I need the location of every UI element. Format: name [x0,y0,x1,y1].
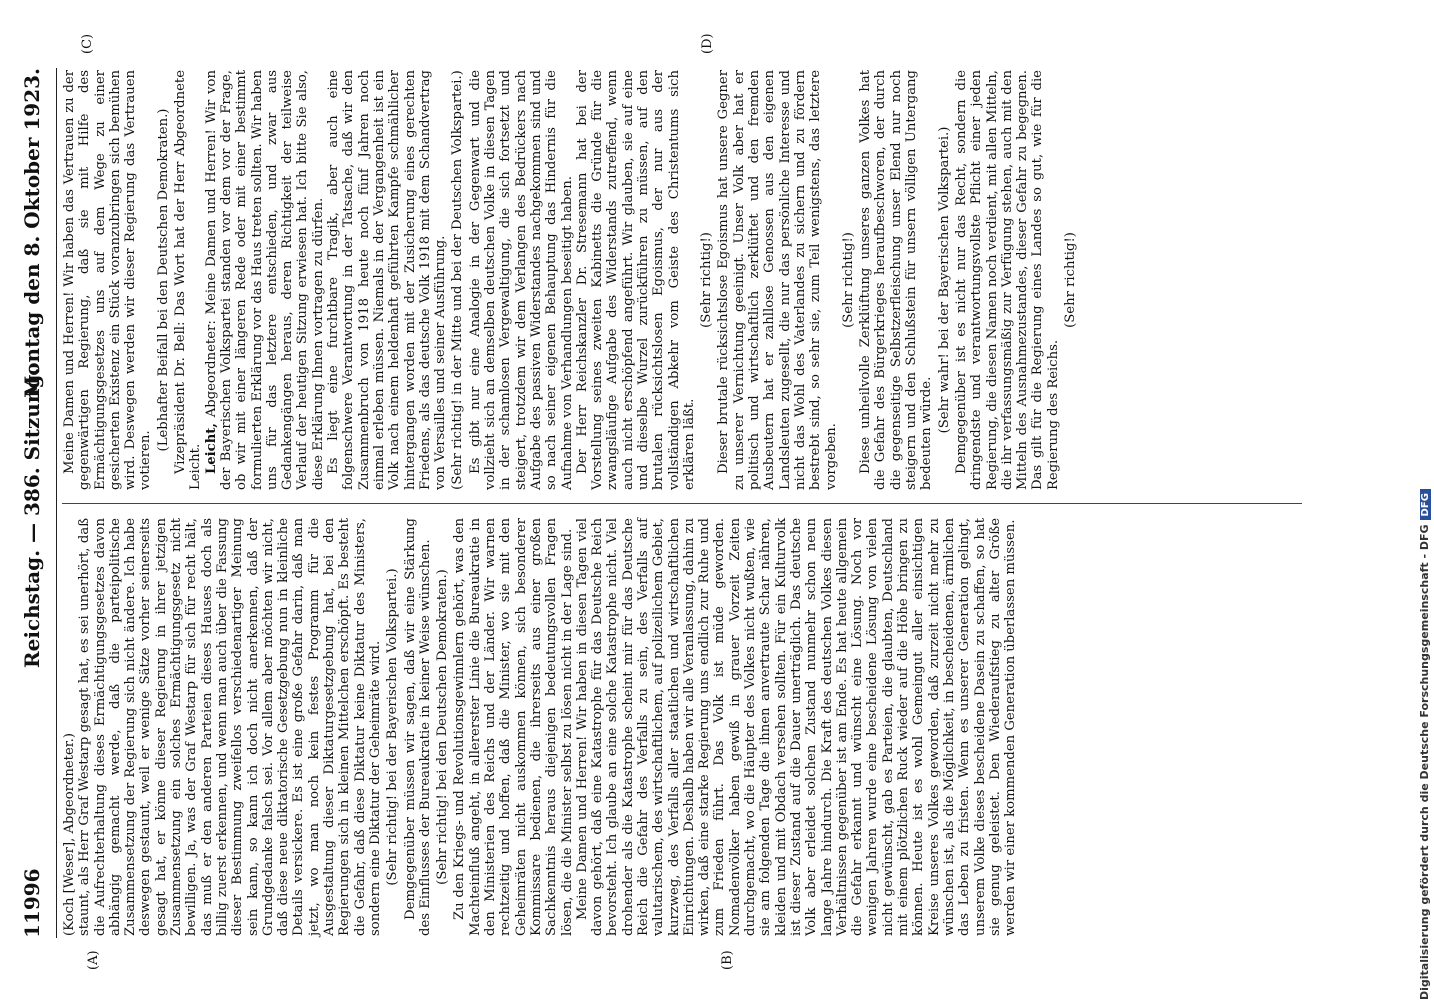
paragraph: Es gibt nur eine Analogie in der Gegenwart und die vollzieht sich an demselben deutschen Volke in diesen Tagen in der schamlosen Vergewaltigung, die sich fortsetzt und steigert, trotzdem wir dem Verlangen des Bedrückers nach Aufgabe des passiven Widerstandes nachgekommen sind und so nach seiner eigenen Behauptung das Hindernis für die Aufnahme von Verhandlungen beseitigt haben. [467,70,575,490]
paragraph: Meine Damen und Herren! Wir haben das Vertrauen zu der gegenwärtigen Regierung, daß sie mit Hilfe des Ermächtigungsgesetzes uns auf dem Wege zu einer gesicherten Existenz ein Stück voranzubringen sich bemühen wird. Deswegen werden wir dieser Regierung das Vertrauen votieren. [62,70,154,490]
speaker-name: Leicht, [203,423,219,474]
interjection: (Sehr richtig! bei den Deutschen Demokraten.) [435,569,451,885]
margin-mark-d: (D) [700,33,715,54]
credit-text: Digitalisierung gefördert durch die Deutsche Forschungsgemeinschaft - DFG [1418,524,1431,1000]
page-number: 11996 [20,868,44,938]
interjection: (Lebhafter Beifall bei den Deutschen Demokraten.) [155,108,171,452]
paragraph-text: Abgeordneter: Meine Damen und Herren! Wir von der Bayerischen Volkspartei standen vor dem vor der Frage, ob wir mit einer längeren Rede oder mit einer bestimmt formulierten Erklärung vor das Haus treten sollten. Wir haben uns für das letztere entschieden, und zwar aus Gedankengängen heraus, deren Richtigkeit der teilweise Verlauf der heutigen Sitzung erwiesen hat. Ich bitte Sie also, diese Erklärung Ihnen vortragen zu dürfen. [203,70,326,490]
credit-line [1418,489,1431,1000]
paragraph [204,70,326,490]
interjection: (Sehr richtig!) [1063,232,1078,328]
text-column-right [62,70,1080,490]
interjection: (Sehr richtig!) [840,232,856,328]
paragraph: Es liegt eine furchtbare Tragik, aber auch eine folgenschwere Verantwortung in der Tatsache, daß wir den Zusammenbruch von 1918 heute noch fünf Jahren noch einmal erleben müssen. Niemals in der Vergangenheit ist ein Volk nach einem heldenhaft geführten Kampfe schmählicher hintergangen worden mit der Zusicherung eines gerechten Friedens, als das deutsche Volk 1918 mit dem Schandvertrag von Versailles und seiner Ausführung. [326,70,449,490]
interjection: (Sehr richtig!) [699,232,715,328]
text-column-left [62,518,1018,936]
session-date: Montag den 8. Oktober 1923. [20,68,44,398]
dfg-logo: DFG [1420,489,1431,520]
digitization-credit [1404,0,1430,1000]
interjection: (Sehr richtig! bei der Bayerischen Volkspartei.) [385,568,401,886]
paragraph: Der Herr Reichskanzler Dr. Stresemann hat bei der Vorstellung seines zweiten Kabinetts die Gründe für die zwangsläufige Aufgabe des Widerstands zutreffend, wenn auch nicht erschöpfend angeführt. Wir glauben, sie auf eine und dieselbe Wurzel zurückführen zu müssen, auf den brutalen rücksichtslosen Egoismus, der nur aus der vollständigen Abkehr vom Geiste des Christentums sich erklären läßt. [574,70,697,490]
paragraph: Demgegenüber müssen wir sagen, daß wir eine Stärkung des Einflusses der Bureaukratie in keiner Weise wünschen. [402,518,433,936]
paragraph: staunt, als Herr Graf Westarp gesagt hat, es sei unerhört, daß die Aufrechterhaltung dieses Ermächtigungsgesetzes davon abhängig gemacht werde, daß die parteipolitische Zusammensetzung der Regierung sich nicht ändere. Ich habe deswegen gestaunt, weil er wenige Sätze vorher seinerseits gesagt hat, er könne dieser Regierung in ihrer jetzigen Zusammensetzung ein solches Ermächtigungsgesetz nicht bewilligen. Ja, was der Graf Westarp für sich für recht hält, das muß er den anderen Parteien dieses Hauses doch als billig zuerst erkennen, und wenn man auch über die Fassung dieser Bestimmung zweifellos verschiedenartiger Meinung sein kann, so kann ich doch nicht anerkennen, daß der Grundgedanke falsch sei. Vor allem aber möchten wir nicht, daß diese neue diktatorische Gesetzgebung nun in kleinliche Details versickere. Es ist eine große Gefahr darin, daß man jetzt, wo man noch kein festes Programm für die Ausgestaltung dieser Diktaturgesetzgebung hat, bei den Regierungen sich in kleinen Mittelchen erschöpft. Es besteht die Gefahr, daß diese Diktatur keine Diktatur des Ministers, sondern eine Diktatur der Geheimräte wird. [77,518,383,936]
interjection: (Sehr wahr! bei der Bayerischen Volkspartei.) [936,126,952,434]
speaker-reference: (Koch [Weser], Abgeordneter.) [62,733,77,936]
paragraph: Meine Damen und Herren! Wir haben in diesen Tagen viel davon gehört, daß eine Katastrophe für das Deutsche Reich bevorsteht. Ich glaube an eine solche Katastrophe nicht. Viel drohender als die Katastrophe scheint mir für das Deutsche Reich die Gefahr des Verfalls zu sein, des Verfalls auf valutarischem, des wirtschaftlichem, auf polizeilichem Gebiet, kurzweg, des Verfalls aller staatlichen und wirtschaftlichen Einrichtungen. Deshalb haben wir alle Veranlassung, dahin zu wirken, daß eine starke Regierung uns endlich zur Ruhe und zum Frieden führt. Das Volk ist müde geworden. Nomadenvölker haben gewiß in grauer Vorzeit Zeiten durchgemacht, wo die Häupter des Volkes nicht wußten, wie sie am folgenden Tage die ihnen anvertraute Schar nähren, kleiden und mit Obdach versehen sollten. Für ein Kulturvolk ist dieser Zustand auf die Dauer unerträglich. Das deutsche Volk aber erleidet solchen Zustand nunmehr schon neun lange Jahre hindurch. Die Kraft des deutschen Volkes diesen Verhältnissen gegenüber ist am Ende. Es hat heute allgemein die Gefahr erkannt und wünscht eine Lösung. Noch vor wenigen Jahren wurde eine bescheidene Lösung von vielen nicht gewünscht, gab es Parteien, die glaubten, Deutschland mit einem plötzlichen Ruck wieder auf die Höhe bringen zu können. Heute ist es wohl Gemeingut aller einsichtigen Kreise unseres Volkes geworden, daß zurzeit nicht mehr zu wünschen ist, als die Möglichkeit, in bescheidenen, ärmlichen das Leben zu fristen. Wenn es unserer Generation gelingt, unserem Volke dieses bescheidene Dasein zu schaffen, so hat sie genug geleistet. Den Wiederaufstieg zu alter Größe werden wir einer kommenden Generation überlassen müssen. [574,518,1019,936]
session-title: Reichstag. — 386. Sitzung. [20,367,44,668]
interjection: (Sehr richtig! in der Mitte und bei der Deutschen Volkspartei.) [450,70,466,490]
margin-mark-b: (B) [720,950,735,970]
paragraph: Vizepräsident Dr. Bell: Das Wort hat der Herr Abgeordnete Leicht. [173,70,204,490]
column-divider [62,503,1302,504]
paragraph: Zu den Kriegs- und Revolutionsgewinnlern gehört, was den Machteinfluß angeht, in allererster Linie die Bureaukratie in den Ministerien des Reichs und der Länder. Wir warnen rechtzeitig und hoffen, daß die Minister, wo sie mit den Geheimräten nicht auskommen können, sich besonderer Kommissare bedienen, die ihrerseits aus einer großen Sachkenntnis heraus diejenigen bedeutungsvollen Fragen lösen, die die Minister selbst zu lösen nicht in der Lage sind. [452,518,575,936]
paragraph: Diese unheilvolle Zerklüftung unseres ganzen Volkes hat die Gefahr des Bürgerkrieges heraufbeschworen, der durch die gegenseitige Selbstzerfleischung unser Elend nur noch steigern und den Schlußstein für unsern völligen Untergang bedeuten würde. [858,70,935,490]
paragraph: Demgegenüber ist es nicht nur das Recht, sondern die dringendste und verantwortungsvollste Pflicht einer jeden Regierung, die diesen Namen noch verdient, mit allen Mitteln, die ihr verfassungsmäßig zur Verfügung stehen, auch mit den Mitteln des Ausnahmezustandes, dieser Gefahr zu begegnen. Das gilt für die Regierung eines Landes so gut, wie für die Regierung des Reichs. [953,70,1061,490]
page-header [12,68,57,938]
margin-mark-a: (A) [86,950,101,970]
margin-mark-c: (C) [80,33,95,54]
paragraph: Dieser brutale rücksichtslose Egoismus hat unsere Gegner zu unserer Vernichtung geeinigt. Unser Volk aber hat er politisch und wirtschaftlich zerklüftet und den fremden Ausbeutern hat er zahllose Genossen aus den eigenen Landsleuten zugesellt, die nur das persönliche Interesse und nicht das Wohl des Vaterlandes zu sichern und zu fördern bestrebt sind, so sehr sie, zum Teil wenigstens, das letztere vorgeben. [716,70,839,490]
